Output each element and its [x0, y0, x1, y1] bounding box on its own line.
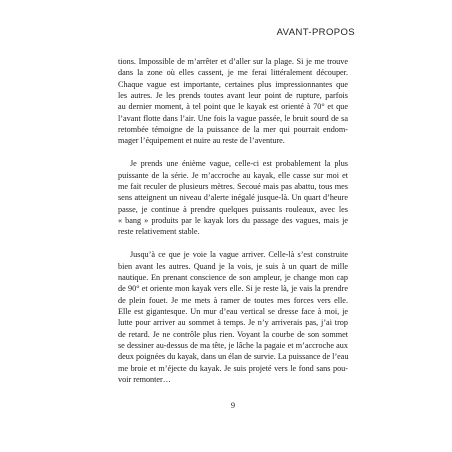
text-line: les autres. Je les prends toutes avant leur point de rupture, parfois: [118, 91, 348, 101]
page-number: 9: [230, 401, 236, 410]
text-line: Jusqu’à ce que je voie la vague arriver. Celle-là s’est construite: [130, 250, 348, 260]
paragraph-1: [118, 56, 348, 147]
text-line: sens atteignent un niveau d’alerte inégalé jusque-là. Un quart d’heure: [118, 193, 348, 203]
text-line: l’avant flotte dans l’air. Une fois la vague passée, le bruit sourd de sa: [118, 113, 348, 123]
text-line: bien avant les autres. Quand je la vois, je suis à un quart de mille: [118, 261, 348, 271]
text-line: dans la zone où elles cassent, je me ferai littéralement découper.: [118, 68, 348, 78]
text-line: se dessiner au-dessus de ma tête, je lâche la pagaie et m’accroche aux: [118, 340, 348, 350]
text-line: Chaque vague est importante, certaines plus impressionnantes que: [118, 79, 348, 89]
text-line: nautique. En prenant conscience de son ampleur, je change mon cap: [118, 272, 348, 282]
text-line: « bang » produits par le kayak lors du passage des vagues, mais je: [118, 215, 348, 225]
text-line: me fait reculer de plusieurs mètres. Secoué mais pas abattu, tous mes: [118, 181, 348, 191]
running-head: AVANT-PROPOS: [276, 27, 355, 38]
text-line: Elle est gigantesque. Un mur d’eau vertical se dresse face à moi, je: [118, 306, 348, 316]
text-line: Je prends une énième vague, celle-ci est probablement la plus: [130, 159, 348, 169]
text-line: retombée témoigne de la puissance de la mer qui pourrait endom-: [118, 125, 348, 135]
text-line: tions. Impossible de m’arrêter et d’aller sur la plage. Si je me trouve: [118, 57, 348, 66]
text-line: passe, je continue à prendre quelques puissants rouleaux, avec les: [118, 204, 348, 214]
text-line: deux poignées du kayak, dans un élan de survie. La puissance de l’eau: [118, 352, 349, 362]
text-line: de 90° et oriente mon kayak vers elle. Si je reste là, je vais la prendre: [118, 284, 348, 294]
body-text: [118, 56, 348, 385]
text-line: me broie et m’éjecte du kayak. Je suis projeté vers le fond sans pou-: [118, 363, 348, 373]
text-line: lutte pour arriver au sommet à temps. Je n’y arriverais pas, j’ai trop: [118, 318, 348, 328]
text-line: de retard. Je ne contrôle plus rien. Voyant la courbe de son sommet: [118, 329, 348, 339]
paragraph-2: [118, 158, 348, 237]
text-line: de plein fouet. Je me mets à ramer de toutes mes forces vers elle.: [118, 295, 348, 305]
text-line: reste relativement stable.: [118, 227, 200, 237]
text-line: voir remonter…: [118, 374, 171, 384]
text-line: au dernier moment, à tel point que le kayak est orienté à 70° et que: [118, 102, 348, 112]
text-line: mager l’équipement et nuire au reste de l’aventure.: [118, 136, 285, 146]
paragraph-3: [118, 249, 348, 385]
text-line: puissante de la série. Je m’accroche au kayak, elle casse sur moi et: [118, 170, 348, 180]
